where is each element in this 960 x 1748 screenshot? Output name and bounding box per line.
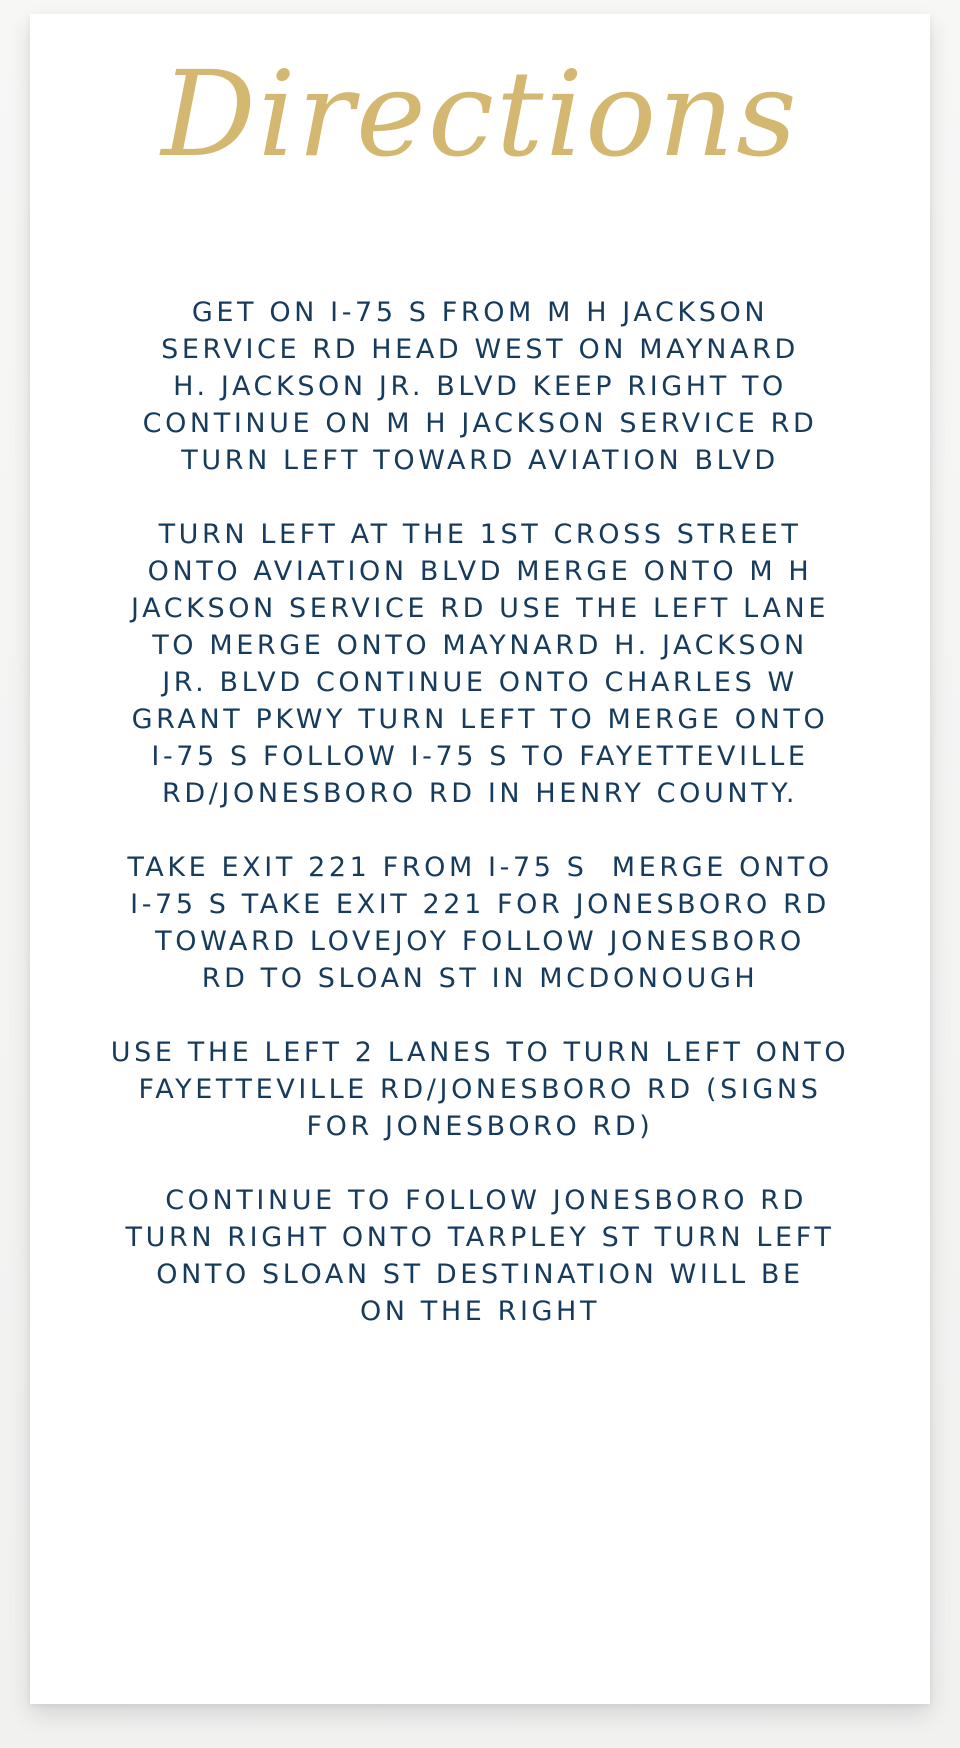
directions-line: I-75 S FOLLOW I-75 S TO FAYETTEVILLE — [151, 741, 809, 772]
directions-line: ONTO SLOAN ST DESTINATION WILL BE — [156, 1259, 804, 1290]
directions-line: SERVICE RD HEAD WEST ON MAYNARD — [161, 334, 799, 365]
directions-line: JACKSON SERVICE RD USE THE LEFT LANE — [131, 593, 829, 624]
directions-line: TURN LEFT AT THE 1ST CROSS STREET — [158, 519, 802, 550]
directions-line: JR. BLVD CONTINUE ONTO CHARLES W — [162, 667, 798, 698]
directions-line: I-75 S TAKE EXIT 221 FOR JONESBORO RD — [130, 889, 830, 920]
directions-line: TO MERGE ONTO MAYNARD H. JACKSON — [152, 630, 808, 661]
directions-line: CONTINUE ON M H JACKSON SERVICE RD — [142, 408, 818, 439]
directions-line: FAYETTEVILLE RD/JONESBORO RD (SIGNS — [138, 1074, 822, 1105]
directions-line: RD/JONESBORO RD IN HENRY COUNTY. — [161, 778, 799, 809]
directions-text — [80, 294, 880, 1367]
directions-line: RD TO SLOAN ST IN MCDONOUGH — [201, 963, 759, 994]
directions-line: FOR JONESBORO RD) — [306, 1111, 654, 1142]
directions-paragraph-3 — [80, 849, 880, 997]
directions-line: TURN LEFT TOWARD AVIATION BLVD — [181, 445, 779, 476]
directions-line: H. JACKSON JR. BLVD KEEP RIGHT TO — [173, 371, 787, 402]
directions-line: ON THE RIGHT — [359, 1296, 601, 1327]
directions-line: USE THE LEFT 2 LANES TO TURN LEFT ONTO — [110, 1037, 850, 1068]
page-title: Directions — [161, 45, 799, 183]
directions-line: TAKE EXIT 221 FROM I-75 S MERGE ONTO — [127, 852, 833, 883]
directions-paragraph-4 — [80, 1034, 880, 1145]
directions-line: CONTINUE TO FOLLOW JONESBORO RD — [153, 1185, 807, 1216]
directions-line: TURN RIGHT ONTO TARPLEY ST TURN LEFT — [125, 1222, 835, 1253]
directions-line: ONTO AVIATION BLVD MERGE ONTO M H — [147, 556, 813, 587]
directions-line: GET ON I-75 S FROM M H JACKSON — [191, 297, 769, 328]
directions-paragraph-1 — [80, 294, 880, 479]
directions-paragraph-5 — [80, 1182, 880, 1330]
directions-line: GRANT PKWY TURN LEFT TO MERGE ONTO — [131, 704, 829, 735]
directions-paragraph-2 — [80, 516, 880, 812]
directions-line: TOWARD LOVEJOY FOLLOW JONESBORO — [155, 926, 805, 957]
directions-card — [30, 14, 930, 1704]
